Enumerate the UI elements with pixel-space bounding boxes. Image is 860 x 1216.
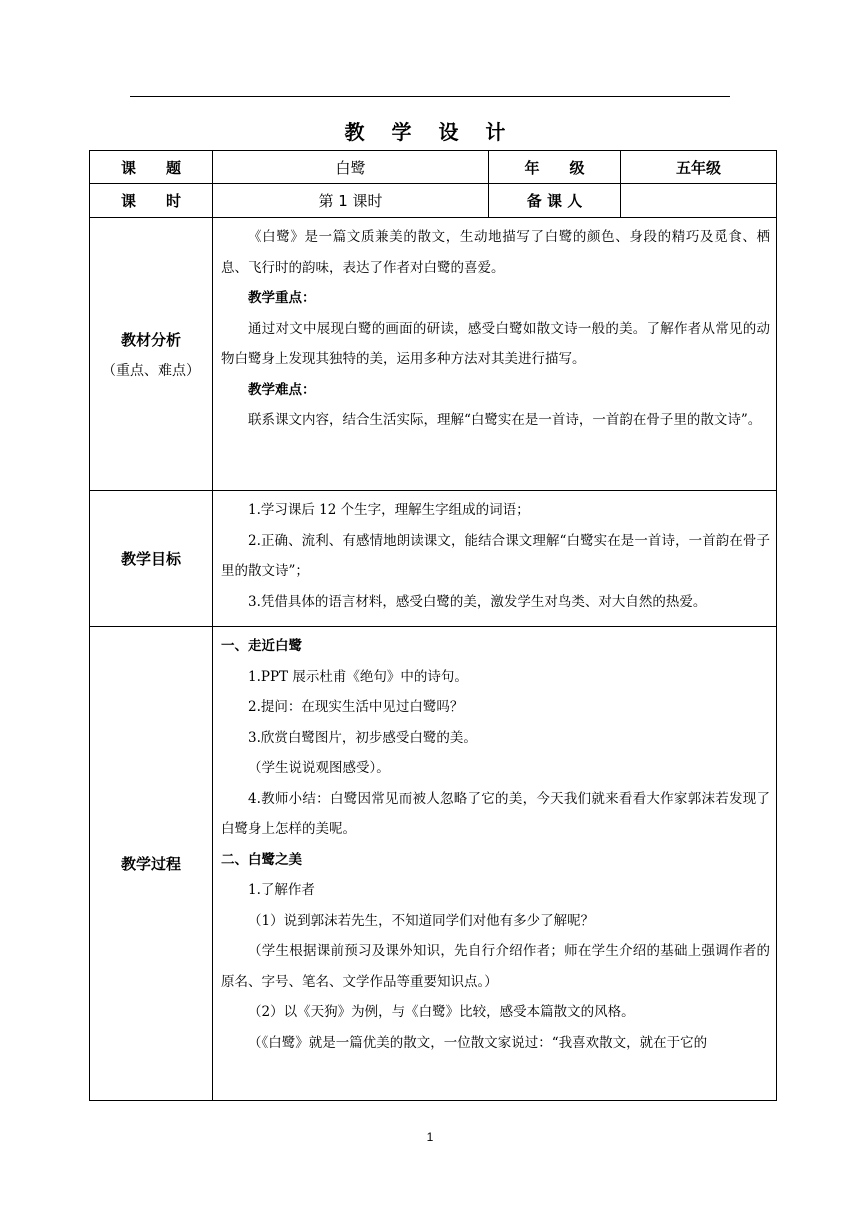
goals-row [90, 491, 777, 627]
document-title: 教 学 设 计 [344, 120, 516, 144]
analysis-content [213, 218, 777, 491]
goals-label: 教学目标 [90, 491, 213, 627]
period-value: 第 1 课时 [213, 184, 489, 218]
analysis-row [90, 218, 777, 491]
header-row-2 [90, 184, 777, 218]
header-row-1 [90, 151, 777, 184]
process-content [213, 627, 777, 1101]
preparer-value [621, 184, 777, 218]
preparer-label: 备 课 人 [489, 184, 621, 218]
difficulty-text: 联系课文内容，结合生活实际，理解“白鹭实在是一首诗，一首韵在骨子里的散文诗”。 [248, 412, 762, 428]
page-number: 1 [426, 1130, 434, 1144]
goal-item: 3.凭借具体的语言材料，感受白鹭的美，激发学生对鸟类、对大自然的热爱。 [248, 593, 707, 610]
topic-value: 白鹭 [213, 151, 489, 184]
grade-value: 五年级 [621, 151, 777, 184]
goal-item: 1.学习课后 12 个生字，理解生字组成的词语； [248, 502, 530, 518]
period-label: 课 时 [90, 184, 213, 218]
section2-item: （1）说到郭沫若先生，不知道同学们对他有多少了解呢？ [248, 912, 595, 929]
top-rule [130, 96, 730, 97]
section1-item: 1.PPT 展示杜甫《绝句》中的诗句。 [248, 668, 468, 685]
section2-heading: 二、白鹭之美 [221, 851, 302, 868]
topic-label: 课 题 [90, 151, 213, 184]
analysis-label: 教材分析 [120, 330, 181, 349]
section2-item: （学生根据课前预习及课外知识，先自行介绍作者；师在学生介绍的基础上强调作者的原名、字号、笔名、文学作品等重要知识点。） [221, 943, 770, 990]
analysis-intro: 《白鹭》是一篇文质兼美的散文，生动地描写了白鹭的颜色、身段的精巧及觅食、栖息、飞行时的韵味，表达了作者对白鹭的喜爱。 [221, 229, 770, 276]
section1-item: （学生说说观图感受）。 [248, 760, 390, 776]
section2-item: （《白鹭》就是一篇优美的散文，一位散文家说过：“我喜欢散文，就在于它的 [248, 1034, 708, 1051]
analysis-sublabel: （重点、难点） [102, 362, 200, 379]
focus-heading: 教学重点： [248, 290, 316, 306]
goal-item: 2.正确、流利、有感情地朗读课文，能结合课文理解“白鹭实在是一首诗，一首韵在骨子里的散文诗”； [221, 532, 770, 579]
focus-text: 通过对文中展现白鹭的画面的研读，感受白鹭如散文诗一般的美。了解作者从常见的动物白鹭身上发现其独特的美，运用多种方法对其美进行描写。 [221, 320, 770, 367]
difficulty-heading: 教学难点： [248, 381, 316, 398]
process-row [90, 627, 777, 1101]
analysis-label-cell [90, 218, 213, 491]
section2-item: 1.了解作者 [248, 882, 315, 898]
goals-content [213, 491, 777, 627]
grade-label: 年 级 [489, 151, 621, 184]
process-label: 教学过程 [90, 627, 213, 1101]
section1-item: 4.教师小结：白鹭因常见而被人忽略了它的美，今天我们就来看看大作家郭沫若发现了白鹭身上怎样的美呢。 [221, 790, 770, 837]
section1-item: 2.提问：在现实生活中见过白鹭吗？ [248, 699, 464, 715]
lesson-plan-table [89, 150, 777, 1101]
section1-heading: 一、走近白鹭 [221, 638, 302, 654]
section1-item: 3.欣赏白鹭图片，初步感受白鹭的美。 [248, 729, 477, 746]
section2-item: （2）以《天狗》为例，与《白鹭》比较，感受本篇散文的风格。 [248, 1004, 635, 1020]
